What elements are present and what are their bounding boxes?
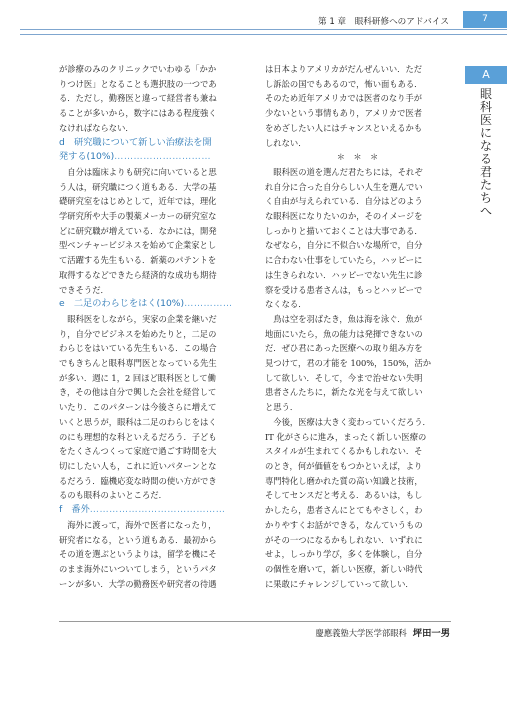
body-text-line: れ自分に合った自分らしい人生を選んでい [265,181,423,192]
body-text-line: なくなる． [265,299,307,310]
body-text-line: が診療のみのクリニックでいわゆる「かか [59,64,217,74]
section-heading [59,297,249,312]
side-title-char: る [479,152,492,166]
body-text-line: をめざしたい人にはチャンスといえるかも [265,122,423,133]
body-text-line: 海外に渡って，海外で医者になったり， [59,519,217,530]
body-text-line: 地面にいたら，魚の能力は発揮できないの [265,328,423,339]
body-text-line: スタイルが生まれてくるかもしれない．そ [265,446,423,457]
side-title-char: な [479,139,492,153]
side-title-char: に [479,126,492,140]
body-text-line: は日本よりアメリカがだんぜんいい．ただ [265,64,423,74]
section-heading-text: d 研究職について新しい治療法を開 [59,136,212,148]
body-text-line: その道を選ぶというよりは，留学を機にそ [59,549,217,560]
body-text-line: なければならない． [59,122,134,133]
body-text-line: 礎研究室をはじめとして，近年では，理化 [59,196,217,207]
body-text-line: り，自分でビジネスを始めたりと，二足の [59,328,217,339]
body-text-line: わらじをはいている先生もいる．この場合 [59,343,217,354]
body-text-line: ーンが多い．大学の勤務医や研究者の待遇 [59,578,217,589]
author-affiliation: 慶應義塾大学医学部眼科 [315,628,407,638]
section-heading [59,503,249,518]
right-column [265,62,450,591]
body-text-line: る．ただし，勤務医と違って経営者も兼ね [59,93,217,104]
body-text-line: 眼科医をしながら，実家の企業を継いだ [59,313,217,324]
section-letter-tab: A [465,66,507,84]
body-text-line: るのも眼科のよいところだ． [59,490,167,501]
body-text-line: 切にしたい人も，これに近いパターンとな [59,460,217,471]
body-text-line: て活躍する先生もいる．新薬のパテントを [59,255,217,266]
heading-leader-dots: …………………………………… [89,504,226,516]
body-text-line: がその一つになるかもしれない．いずれに [265,534,423,545]
body-text-line: るだろう．臨機応変な時間の使い方ができ [59,475,217,486]
heading-leader-dots: ………………………… [114,151,212,163]
body-text-line: き，その他は自分で興した会社を経営して [59,387,217,398]
section-heading [59,150,249,165]
body-text-line: 眼科医の道を選んだ君たちには，それぞ [265,166,423,177]
header-rule [20,29,507,30]
body-text-line: できそうだ． [59,284,109,295]
body-text-line: が多い．週に 1，2 回ほど眼科医として働 [59,372,216,383]
body-text-line: と思う． [265,402,299,413]
body-text-line: のまま海外にいついてしまう，というパタ [59,563,217,574]
body-text-line: の個性を磨いて，新しい医療，新しい時代 [265,563,423,574]
body-text-line: そのため近年アメリカでは医者のなり手が [265,93,423,104]
header-rule-lower [20,34,507,35]
body-text-line: 学研究所や大手の製薬メーカーの研究室な [59,211,217,222]
side-title-char: ち [479,191,492,205]
body-text-line: 察を受ける患者さんは，もっとハッピーで [265,284,423,295]
body-text-line: して欲しい．そして，今まで治せない失明 [265,372,423,383]
body-text-line: いたり．このパターンは今後さらに増えて [59,402,217,413]
body-text-line: は生きられない．ハッピーでない先生に診 [265,269,423,280]
page-number: 7 [463,11,507,28]
footer-rule [59,621,451,622]
body-text-line: をたくさんつくって家庭で過ごす時間を大 [59,446,217,457]
body-text-line: に合わない仕事をしていたら，ハッピーに [265,255,423,266]
side-title-char: へ [479,204,492,218]
body-text-line: でもきちんと眼科専門医となっている先生 [59,358,217,369]
side-title-char: た [479,178,492,192]
section-side-title [478,88,494,218]
body-text-line: りつけ医」となることも選択肢の一つであ [59,78,217,89]
body-text-line: し訴訟の国でもあるので，怖い面もある． [265,78,423,89]
body-text-line: 型ベンチャービジネスを始めて企業家とし [59,240,217,251]
body-text-line: 自分は臨床よりも研究に向いていると思 [59,166,217,177]
body-text-line: に果敢にチャレンジしていって欲しい． [265,578,414,589]
body-text-line: 専門特化し磨かれた質の高い知識と技術， [265,475,423,486]
side-title-char: 君 [479,165,492,179]
side-title-char: 科 [479,100,492,114]
body-text-line: のにも理想的な科といえるだろう．子ども [59,431,217,442]
body-text-line: のとき，何が価値をもつかといえば，より [265,460,423,471]
side-title-char: 眼 [479,87,492,101]
heading-leader-dots: …………… [184,298,233,310]
body-text-line: なぜなら，自分に不似合いな場所で，自分 [265,240,423,251]
body-text-line: だ．ぜひ君にあった医療への取り組み方を [265,343,423,354]
body-text-line: かしたら，患者さんにとてもやさしく，わ [265,505,423,516]
section-heading-text: f 番外 [59,504,90,516]
body-text-line: う人は，研究職につく道もある．大学の基 [59,181,217,192]
left-column [59,62,249,591]
body-text-line: せよ，しっかり学び，多くを体験し，自分 [265,549,423,560]
author-name: 坪田一男 [412,628,450,639]
body-text-line: 研究者になる，という道もある．最初から [59,534,217,545]
footer [316,625,450,639]
body-text-line: 鳥は空を羽ばたき，魚は海を泳ぐ．魚が [265,313,423,324]
section-break-asterisks: ＊ ＊ ＊ [336,152,379,163]
body-text-line: ることが多いから，数字にはある程度強く [59,108,217,119]
body-text-line: しれない． [265,137,307,148]
section-heading-text: 発する(10%) [59,151,115,163]
body-text-line: な眼科医になりたいのか，そのイメージを [265,211,423,222]
section-heading-text: e 二足のわらじをはく(10%) [59,298,185,310]
body-text-line: そしてセンスだと考える．あるいは，もし [265,490,423,501]
body-text-line: しっかりと描いておくことは大事である． [265,225,423,236]
body-text-line: 患者さんたちに，新たな光を与えて欲しい [265,387,423,398]
chapter-title: 第 1 章 眼科研修へのアドバイス [318,17,449,27]
body-text-line: 見つけて，君の才能を 100%，150%，活か [265,358,432,369]
body-text-line: IT 化がさらに進み，まったく新しい医療の [265,431,427,442]
side-title-char: 医 [479,113,492,127]
body-text-line: いくと思うが，眼科は二足のわらじをはく [59,416,217,427]
body-text-line: 少ないという事情もあり，アメリカで医者 [265,108,423,119]
section-heading [59,136,249,151]
body-text-line: かりやすくお話ができる，なんていうもの [265,519,423,530]
body-text-line: く自由が与えられている．自分はどのよう [265,196,423,207]
body-text-line: 今後，医療は大きく変わっていくだろう． [265,416,431,427]
body-text-line: どに研究職が増えている．なかには，開発 [59,225,217,236]
body-text-line: 取得するなどできたら経済的な成功も期待 [59,269,217,280]
